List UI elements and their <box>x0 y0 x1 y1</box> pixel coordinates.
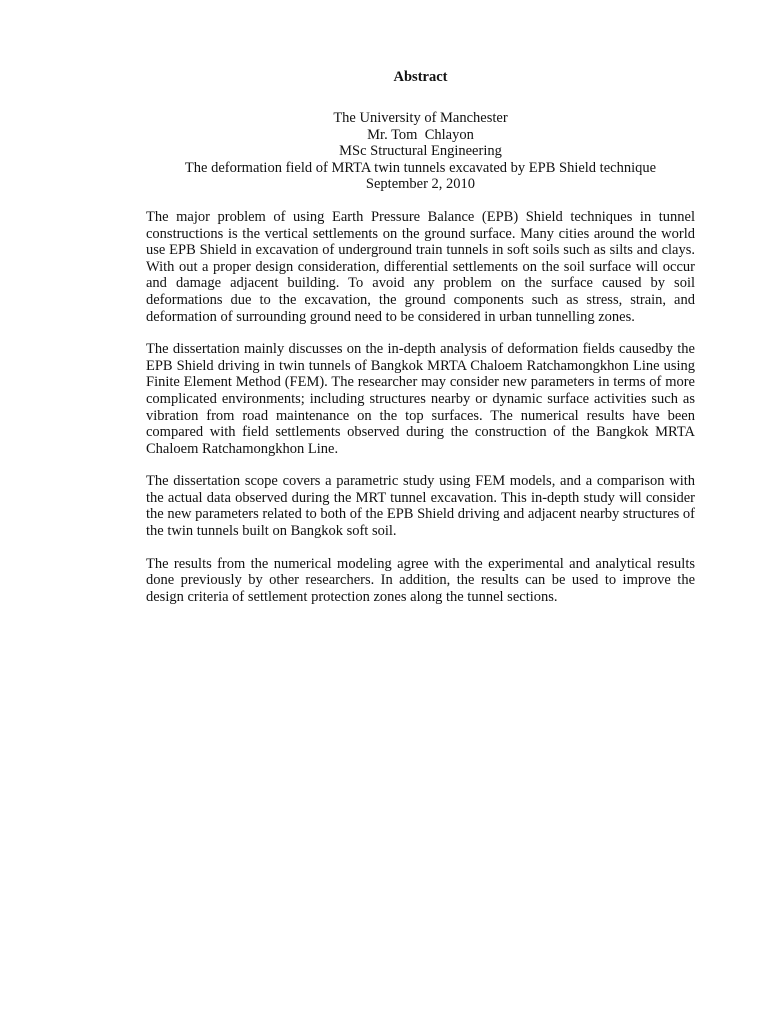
degree-line: MSc Structural Engineering <box>339 143 502 160</box>
paragraph-scope: The dissertation scope covers a parametric study using FEM models, and a comparison with the actual data observed during the MRT tunnel excavation. This in-depth study will consider the new parameters related to both of the EPB Shield driving and adjacent nearby structures of the twin tunnels built on Bangkok soft soil. <box>146 473 695 540</box>
date-line: September 2, 2010 <box>365 176 476 193</box>
paragraph-problem: The major problem of using Earth Pressure Balance (EPB) Shield techniques in tunnel constructions is the vertical settlements on the ground surface. Many cities around the world use EPB Shield in excavation of underground train tunnels in soft soils such as silts and clays. With out a proper design consideration, differential settlements on the soil surface will occur and damage adjacent building. To avoid any problem on the surface caused by soil deformations due to the excavation, the ground components such as stress, strain, and deformation of surrounding ground need to be considered in urban tunnelling zones. <box>146 208 695 325</box>
dissertation-title-line: The deformation field of MRTA twin tunnels excavated by EPB Shield technique <box>184 159 657 176</box>
paragraph-discussion: The dissertation mainly discusses on the in-depth analysis of deformation fields causedby the EPB Shield driving in twin tunnels of Bangkok MRTA Chaloem Ratchamongkhon Line using Finite Element Method (FEM). The researcher may consider new parameters in terms of more complicated environments; including structures nearby or dynamic surface activities such as vibration from road maintenance on the top surfaces. The numerical results have been compared with field settlements observed during the construction of the Bangkok MRTA Chaloem Ratchamongkhon Line. <box>146 341 695 457</box>
paragraph-results: The results from the numerical modeling agree with the experimental and analytical results done previously by other researchers. In addition, the results can be used to improve the design criteria of settlement protection zones along the tunnel sections. <box>146 555 695 605</box>
abstract-title: Abstract <box>393 69 448 85</box>
document-page <box>146 68 695 621</box>
author-line: Mr. Tom Chlayon <box>367 126 474 143</box>
header-block <box>146 110 695 193</box>
university-line: The University of Manchester <box>333 110 508 126</box>
